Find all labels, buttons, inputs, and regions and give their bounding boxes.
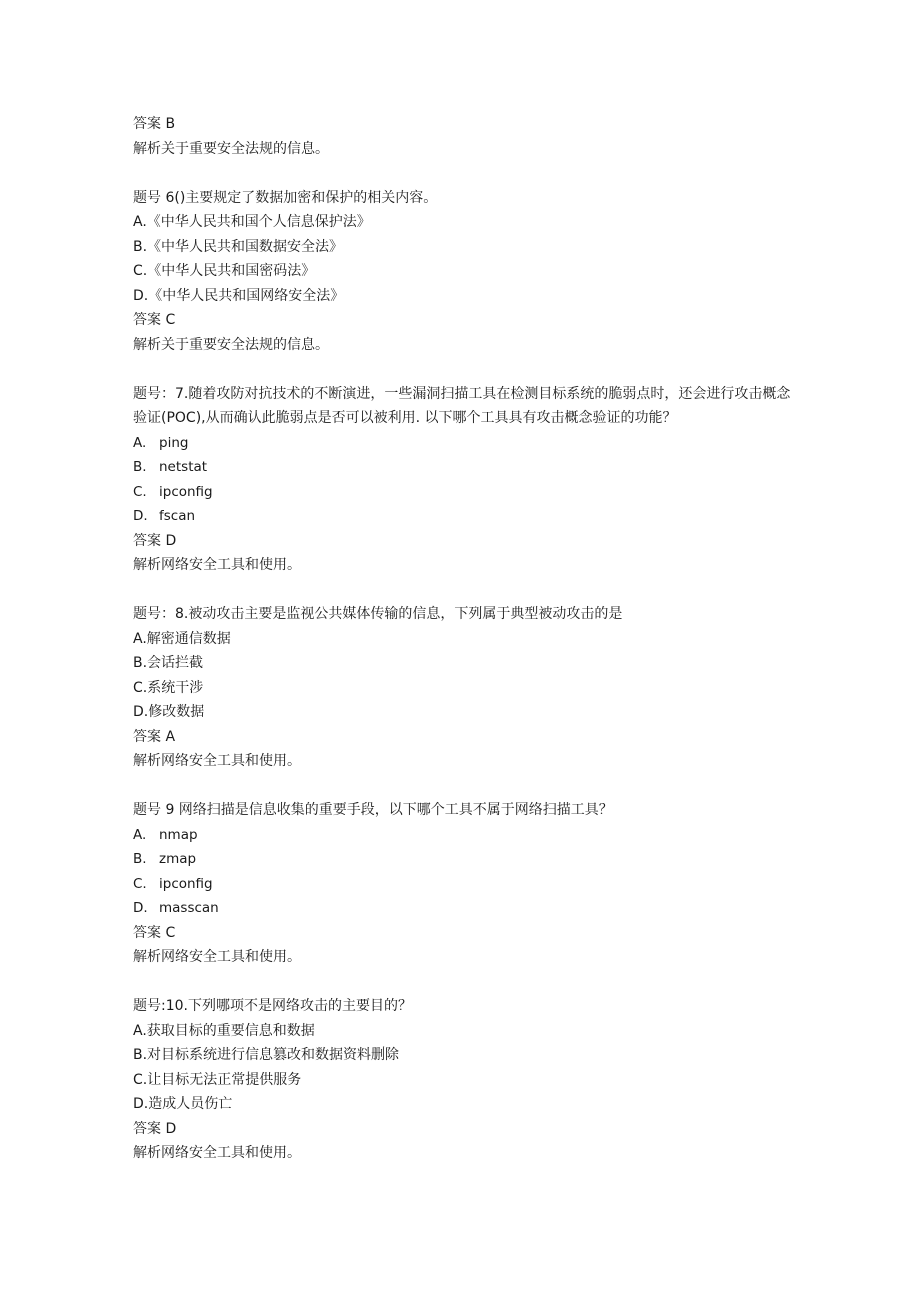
option-a: A.获取目标的重要信息和数据 [133, 1022, 315, 1039]
option-text: zmap [159, 851, 197, 867]
question-10 [133, 994, 803, 1166]
option-letter: B. [133, 459, 147, 475]
option-b: B.对目标系统进行信息篡改和数据资料删除 [133, 1047, 400, 1063]
option-letter: D. [133, 900, 148, 916]
answer-line: 答案 C [133, 924, 176, 941]
option-d [133, 504, 803, 529]
answer-line: 答案 D [133, 532, 177, 549]
option-text: fscan [159, 508, 196, 524]
analysis-line: 解析关于重要安全法规的信息。 [133, 336, 329, 353]
question-9 [133, 798, 803, 970]
spacer [133, 774, 803, 799]
option-a [133, 823, 803, 848]
question-7 [133, 382, 803, 578]
option-c [133, 872, 803, 897]
option-c: C.系统干涉 [133, 679, 204, 696]
question-stem: 题号：8.被动攻击主要是监视公共媒体传输的信息，下列属于典型被动攻击的是 [133, 606, 623, 622]
option-b: B.会话拦截 [133, 655, 204, 671]
question-stem: 题号 9 网络扫描是信息收集的重要手段，以下哪个工具不属于网络扫描工具？ [133, 802, 613, 818]
option-b [133, 455, 803, 480]
question-stem: 题号:10.下列哪项不是网络攻击的主要目的？ [133, 998, 412, 1014]
answer-line: 答案 A [133, 728, 176, 745]
answer-line: 答案 D [133, 1120, 177, 1137]
option-c [133, 480, 803, 505]
option-letter: C. [133, 483, 147, 500]
analysis-line: 解析关于重要安全法规的信息。 [133, 140, 329, 157]
option-text: ipconfig [159, 875, 213, 892]
question-stem: 题号 6()主要规定了数据加密和保护的相关内容。 [133, 189, 438, 206]
analysis-line: 解析网络安全工具和使用。 [133, 753, 301, 769]
option-c: C.让目标无法正常提供服务 [133, 1071, 302, 1088]
question-8 [133, 602, 803, 774]
analysis-line: 解析网络安全工具和使用。 [133, 949, 301, 965]
spacer [133, 970, 803, 995]
analysis-line: 解析网络安全工具和使用。 [133, 557, 301, 573]
option-c: C.《中华人民共和国密码法》 [133, 263, 316, 279]
option-letter: A. [133, 826, 147, 843]
option-d: D.造成人员伤亡 [133, 1096, 233, 1112]
option-text: ping [159, 434, 189, 451]
option-text: nmap [159, 826, 198, 843]
document-page [133, 112, 803, 1166]
option-a: A.解密通信数据 [133, 630, 231, 647]
spacer [133, 357, 803, 382]
option-letter: D. [133, 508, 148, 524]
answer-line: 答案 B [133, 116, 176, 132]
question-6 [133, 186, 803, 358]
option-letter: B. [133, 851, 147, 867]
option-text: masscan [159, 900, 219, 916]
analysis-line: 解析网络安全工具和使用。 [133, 1145, 301, 1161]
option-d: D.《中华人民共和国网络安全法》 [133, 287, 345, 304]
option-text: ipconfig [159, 483, 213, 500]
option-d: D.修改数据 [133, 704, 205, 720]
option-text: netstat [159, 459, 208, 475]
option-b [133, 847, 803, 872]
spacer [133, 578, 803, 603]
option-a [133, 431, 803, 456]
option-letter: A. [133, 434, 147, 451]
option-b: B.《中华人民共和国数据安全法》 [133, 238, 344, 255]
option-letter: C. [133, 875, 147, 892]
option-a: A.《中华人民共和国个人信息保护法》 [133, 214, 371, 230]
question-stem: 题号：7.随着攻防对抗技术的不断演进，一些漏洞扫描工具在检测目标系统的脆弱点时，还会进行攻击概念验证(POC),从而确认此脆弱点是否可以被利用. 以下哪个工具具有攻击概念验证的功能？ [133, 385, 791, 426]
option-d [133, 896, 803, 921]
answer-line: 答案 C [133, 312, 176, 328]
spacer [133, 161, 803, 186]
